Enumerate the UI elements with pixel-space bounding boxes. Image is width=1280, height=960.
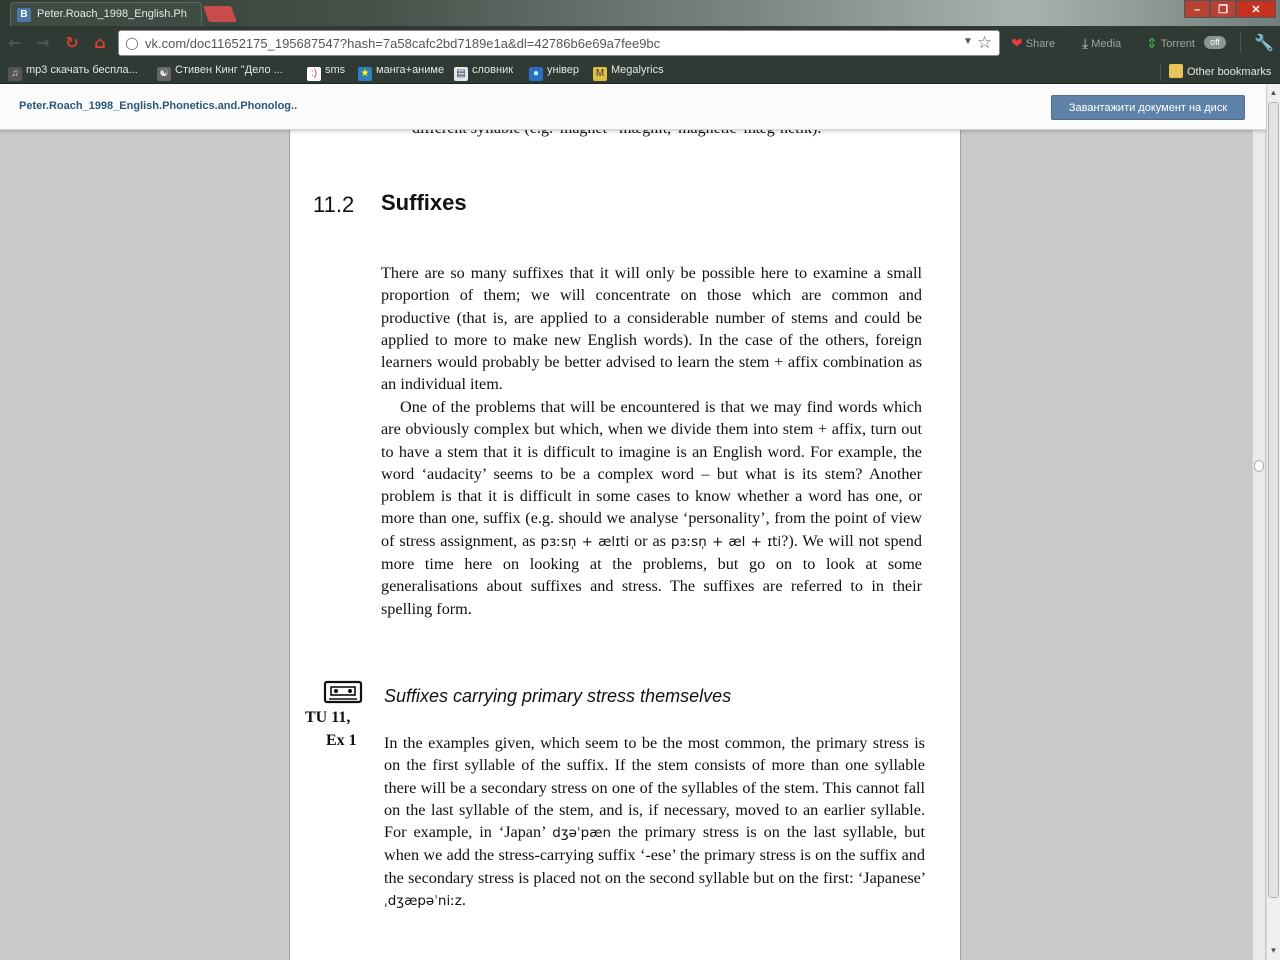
bookmark-label: mp3 скачать беспла...	[26, 64, 138, 76]
forward-arrow-icon[interactable]: →	[36, 33, 50, 52]
torrent-label: Torrent	[1160, 38, 1195, 50]
scrollbar-thumb[interactable]	[1268, 102, 1279, 898]
bookmark-item[interactable]	[593, 64, 664, 80]
bookmark-label: словник	[472, 64, 514, 76]
vk-favicon-icon: B	[17, 8, 31, 22]
paragraph	[381, 396, 922, 620]
bookmark-item[interactable]	[529, 64, 579, 80]
toolbar-divider	[1240, 33, 1241, 53]
sms-icon: :)	[307, 67, 321, 81]
paragraph-text: or as	[629, 531, 671, 550]
bookmark-item[interactable]	[454, 64, 513, 80]
tape-unit-label: TU 11,	[305, 709, 351, 726]
torrent-extension-button[interactable]	[1146, 35, 1195, 51]
document-scrollbar[interactable]	[1252, 130, 1265, 960]
scroll-down-icon[interactable]: ▼	[1269, 946, 1278, 955]
bookmark-label: манга+аниме	[376, 64, 445, 76]
ipa-transcription: ˌdʒæpəˈniːz	[384, 893, 462, 910]
heart-icon: ❤	[1011, 35, 1023, 51]
document-page	[289, 130, 961, 960]
bookmark-star-icon[interactable]: ☆	[977, 33, 993, 52]
up-down-arrow-icon: ⇕	[1146, 35, 1158, 51]
bookmark-label: sms	[325, 64, 346, 76]
bookmark-item[interactable]	[157, 64, 283, 80]
chevron-down-icon[interactable]: ▼	[963, 36, 973, 47]
tab-active[interactable]	[10, 2, 202, 26]
back-arrow-icon[interactable]: ←	[8, 33, 22, 52]
bookmark-item[interactable]	[307, 64, 345, 80]
paragraph-text: .	[461, 891, 466, 910]
reader-icon: ☯	[157, 67, 171, 81]
paragraph-text: One of the problems that will be encountered is that we may find words which are obviously complex but which, when we divide them into stem + affix, turn out to have a stem that it is difficult to imagine is an English word. For example, the word ‘audacity’ seems to be a complex word – but what is its stem? Another problem is that it is difficult in some cases to know whether a word has one, or more than one, suffix (e.g. should we analyse ‘personality’, from the point of view of stress assignment, as	[381, 398, 922, 550]
exercise-label: Ex 1	[326, 732, 357, 749]
share-label: Share	[1025, 38, 1056, 50]
media-extension-button[interactable]	[1082, 35, 1121, 51]
new-tab-button[interactable]	[203, 6, 237, 22]
browser-toolbar	[0, 26, 1280, 60]
paragraph: There are so many suffixes that it will only be possible here to examine a small proportion of them; we will concentrate on those which are common and productive (that is, are applied to a considerable number of stems and could be applied to more to make new English words). In the case of the others, foreign learners would probably be better advised to learn the stem + affix combination as an individual item.	[381, 264, 922, 394]
window-titlebar	[0, 0, 1280, 26]
torrent-toggle[interactable]: off	[1204, 36, 1226, 49]
bookmark-label: Стивен Кинг "Дело ...	[175, 64, 283, 76]
ipa-transcription: pɜːsn̩ + ælɪti	[540, 533, 630, 550]
music-icon: ♫	[8, 67, 22, 81]
dictionary-icon: ▤	[454, 67, 468, 81]
wrench-icon[interactable]: 🔧	[1254, 35, 1274, 52]
download-document-button[interactable]: Завантажити документ на диск	[1051, 95, 1245, 120]
cassette-tape-icon	[324, 681, 362, 703]
ipa-transcription: pɜːsn̩ + æl + ɪti	[670, 533, 782, 550]
tab-title: Peter.Roach_1998_English.Ph	[37, 8, 187, 20]
manga-icon: ★	[358, 67, 372, 81]
bookmark-label: Megalyrics	[611, 64, 664, 76]
home-icon[interactable]: ⌂	[94, 33, 106, 52]
paragraph-text: the primary stress is on the last syllable, but when we add the stress-carrying suffix ‘-ese’ the primary stress is on the suffix and the secondary stress is placed not on the second syllable but on the first: ‘Japanese’	[384, 823, 925, 887]
bookmark-label: універ	[547, 64, 579, 76]
bookmark-item[interactable]	[358, 64, 444, 80]
globe-icon: ●	[529, 67, 543, 81]
bookmarks-divider	[1160, 63, 1161, 81]
page-scrollbar[interactable]	[1266, 84, 1280, 960]
paragraph	[384, 732, 925, 912]
subsection-heading: Suffixes carrying primary stress themselves	[384, 686, 732, 706]
reload-icon[interactable]: ↻	[65, 33, 79, 52]
ipa-transcription: dʒəˈpæn	[552, 825, 612, 842]
maximize-button[interactable]: ❐	[1210, 0, 1236, 18]
download-icon: ⤓	[1082, 35, 1089, 51]
document-scroll-knob[interactable]	[1254, 460, 1264, 472]
address-bar[interactable]	[118, 30, 1000, 56]
paragraph-text: In the examples given, which seem to be the most common, the primary stress is on the first syllable of the suffix. If the stem consists of more than one syllable there will be a secondary stress on one of the syllables of the stem. This cannot fall on the last syllable of the stem, and is, if necessary, moved to an earlier syllable. For example, in ‘Japan’	[384, 734, 925, 842]
section-number: 11.2	[313, 192, 355, 217]
document-title: Peter.Roach_1998_English.Phonetics.and.Phonolog..	[19, 100, 298, 112]
site-info-icon[interactable]: ◯	[125, 36, 139, 50]
bookmarks-bar	[0, 60, 1280, 84]
minimize-button[interactable]: –	[1184, 0, 1210, 18]
bookmark-item[interactable]	[8, 64, 138, 80]
close-window-button[interactable]: ✕	[1236, 0, 1276, 18]
other-bookmarks-button[interactable]	[1169, 64, 1271, 80]
document-header	[0, 84, 1266, 130]
media-label: Media	[1091, 38, 1122, 50]
folder-icon	[1169, 64, 1183, 78]
share-extension-button[interactable]	[1011, 35, 1055, 51]
lyrics-icon: M	[593, 67, 607, 81]
other-bookmarks-label: Other bookmarks	[1187, 66, 1272, 78]
paragraph-text: ?). We will not spend more time here on looking at the problems, but go on to look at some generalisations about suffixes and stress. The suffixes are referred to in their spelling form.	[381, 531, 922, 618]
section-title: Suffixes	[381, 190, 467, 215]
scroll-up-icon[interactable]: ▲	[1269, 88, 1278, 97]
url-text[interactable]: vk.com/doc11652175_195687547?hash=7a58cafc2bd7189e1a&dl=42786b6e69a7fee9bc	[145, 36, 661, 51]
